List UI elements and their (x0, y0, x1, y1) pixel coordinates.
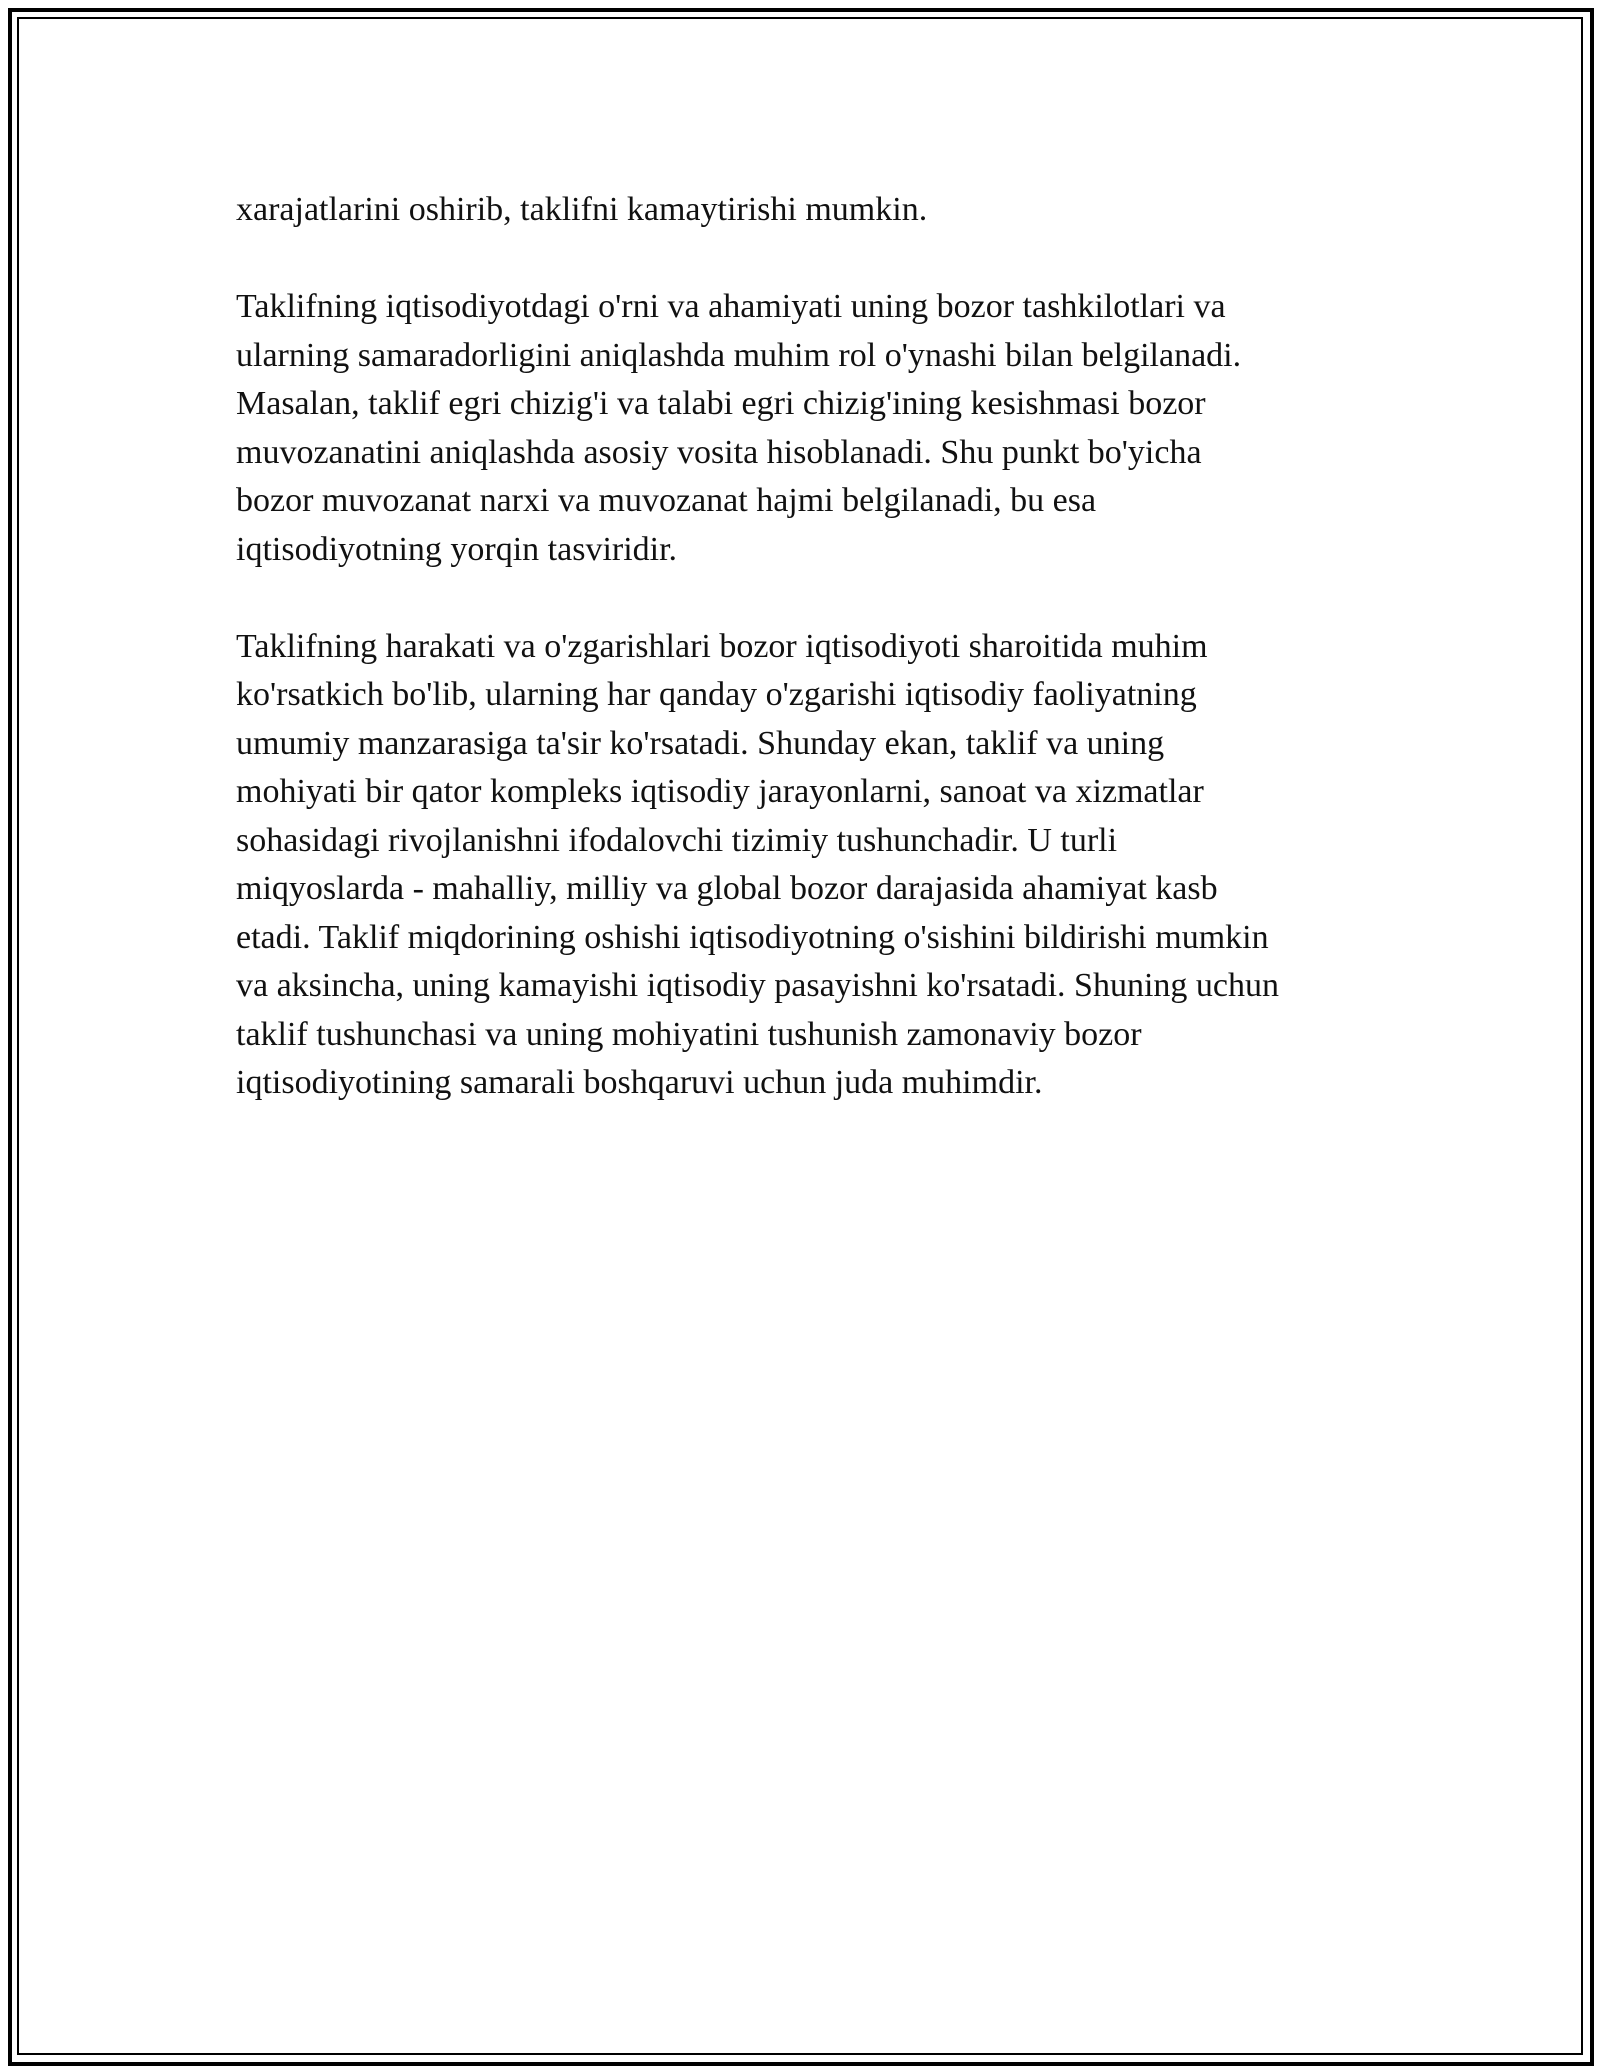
text-line: miqyoslarda - mahalliy, milliy va global bozor darajasida ahamiyat kasb (236, 870, 1218, 907)
text-line: muvozanatini aniqlashda asosiy vosita hisoblanadi. Shu punkt bo'yicha (236, 433, 1202, 471)
text-line: ularning samaradorligini aniqlashda muhim rol o'ynashi bilan belgilanadi. (236, 336, 1242, 374)
paragraph-3 (236, 623, 1376, 1108)
text-line: iqtisodiyotining samarali boshqaruvi uchun juda muhimdir. (236, 1064, 1043, 1101)
text-line: etadi. Taklif miqdorining oshishi iqtisodiyotning o'sishini bildirishi mumkin (236, 918, 1269, 956)
paragraph-2 (236, 283, 1376, 574)
text-line: umumiy manzarasiga ta'sir ko'rsatadi. Shunday ekan, taklif va uning (236, 724, 1165, 762)
text-line: mohiyati bir qator kompleks iqtisodiy jarayonlarni, sanoat va xizmatlar (236, 773, 1204, 810)
text-line: ko'rsatkich bo'lib, ularning har qanday o'zgarishi iqtisodiy faoliyatning (236, 676, 1197, 713)
text-line: xarajatlarini oshirib, taklifni kamaytirishi mumkin. (236, 191, 928, 228)
text-line: sohasidagi rivojlanishni ifodalovchi tizimiy tushunchadir. U turli (236, 821, 1118, 859)
document-body (236, 186, 1376, 1156)
paragraph-1 (236, 186, 1376, 235)
text-line: taklif tushunchasi va uning mohiyatini tushunish zamonaviy bozor (236, 1015, 1142, 1053)
text-line: Masalan, taklif egri chizig'i va talabi egri chizig'ining kesishmasi bozor (236, 385, 1206, 422)
text-line: bozor muvozanat narxi va muvozanat hajmi belgilanadi, bu esa (236, 482, 1097, 519)
text-line: Taklifning harakati va o'zgarishlari bozor iqtisodiyoti sharoitida muhim (236, 627, 1208, 665)
text-line: va aksincha, uning kamayishi iqtisodiy pasayishni ko'rsatadi. Shuning uchun (236, 967, 1279, 1004)
text-line: iqtisodiyotning yorqin tasviridir. (236, 530, 678, 568)
text-line: Taklifning iqtisodiyotdagi o'rni va ahamiyati uning bozor tashkilotlari va (236, 288, 1226, 325)
